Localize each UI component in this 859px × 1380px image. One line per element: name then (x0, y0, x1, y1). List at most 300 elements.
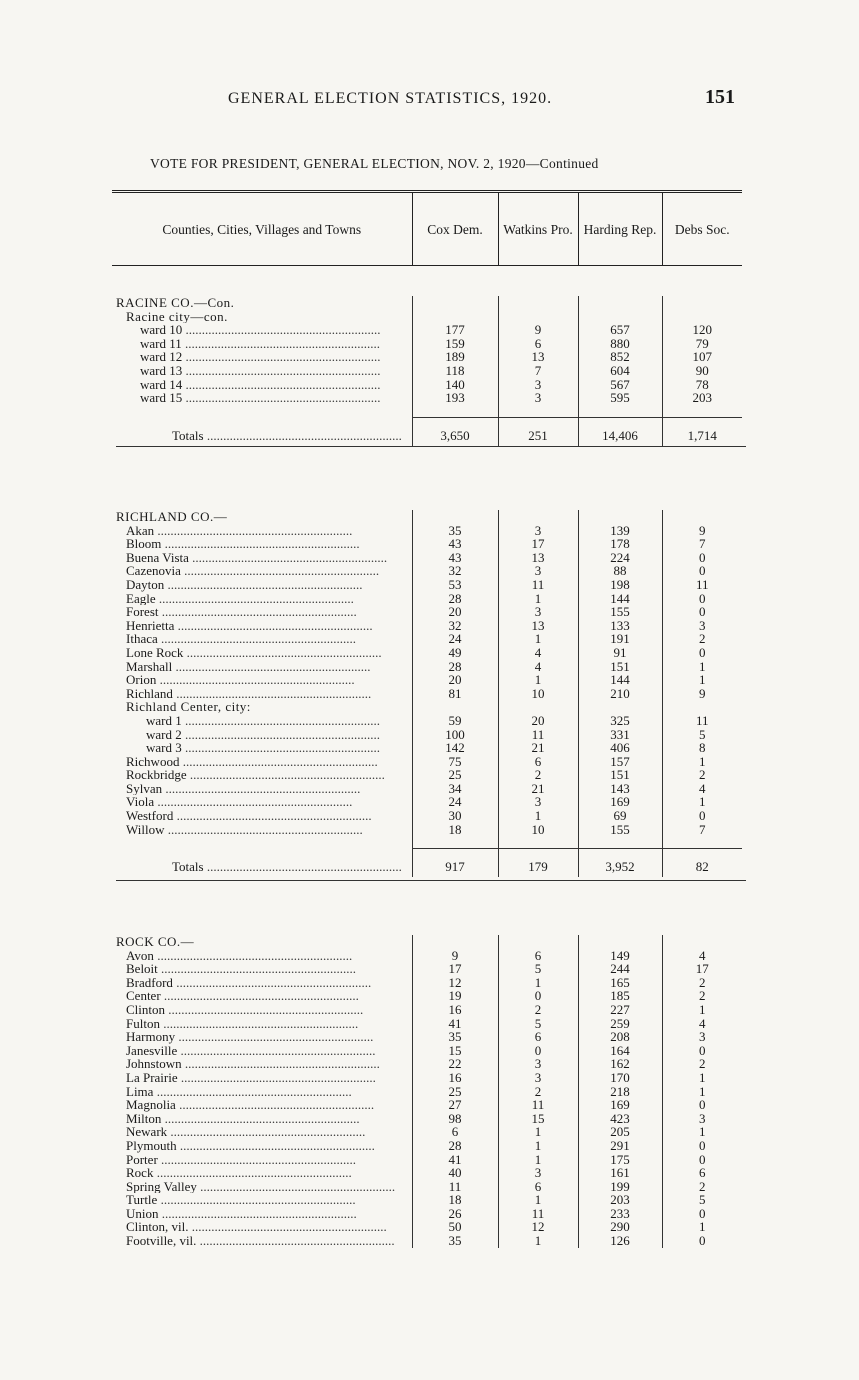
leader-dots: ............................................................ (172, 686, 372, 701)
cox-votes: 35 (412, 1030, 498, 1044)
debs-votes: 0 (662, 809, 742, 823)
empty-cell (578, 935, 662, 949)
debs-votes: 79 (662, 337, 742, 351)
watkins-votes: 13 (498, 551, 578, 565)
table-row (112, 364, 742, 378)
debs-votes: 120 (662, 323, 742, 337)
harding-votes: 208 (578, 1030, 662, 1044)
debs-votes: 4 (662, 782, 742, 796)
table-caption: VOTE FOR PRESIDENT, GENERAL ELECTION, NOV. 2, 1920—Continued (150, 156, 599, 171)
watkins-votes: 21 (498, 782, 578, 796)
leader-dots: ............................................................ (174, 618, 373, 633)
empty-cell (498, 296, 578, 310)
place-name (112, 1071, 412, 1085)
leader-dots: ............................................................ (157, 632, 357, 646)
empty-cell (498, 310, 578, 324)
harding-votes: 199 (578, 1180, 662, 1194)
leader-dots: ............................................................ (159, 1016, 359, 1031)
harding-votes: 143 (578, 782, 662, 796)
cox-votes: 53 (412, 578, 498, 592)
place-name (112, 962, 412, 976)
place-name-text: Rockbridge (126, 768, 187, 782)
leader-dots: ............................................................ (161, 537, 360, 551)
empty-cell (662, 310, 742, 324)
harding-votes: 244 (578, 962, 662, 976)
harding-votes: 139 (578, 524, 662, 538)
leader-dots: ............................................................ (177, 1043, 376, 1058)
column-header-watkins: Watkins Pro. (498, 192, 578, 266)
harding-votes: 205 (578, 1125, 662, 1139)
place-name-text: Richwood (126, 754, 180, 769)
debs-votes: 1 (662, 1085, 742, 1099)
section-divider (116, 446, 746, 447)
place-name (112, 989, 412, 1003)
leader-dots: ............................................................ (181, 1057, 380, 1071)
cox-votes: 18 (412, 1193, 498, 1207)
place-name (112, 592, 412, 606)
watkins-votes: 3 (498, 378, 578, 392)
debs-votes: 0 (662, 1234, 742, 1248)
harding-votes: 331 (578, 728, 662, 742)
watkins-votes: 3 (498, 795, 578, 809)
watkins-votes: 0 (498, 989, 578, 1003)
leader-dots: ............................................................ (154, 795, 353, 810)
cox-votes: 50 (412, 1220, 498, 1234)
harding-votes: 144 (578, 673, 662, 687)
debs-votes: 9 (662, 687, 742, 701)
column-header-table (112, 190, 742, 266)
harding-votes: 149 (578, 949, 662, 963)
watkins-votes: 1 (498, 1153, 578, 1167)
watkins-votes: 3 (498, 524, 578, 538)
place-name-text: Magnolia (126, 1098, 176, 1112)
table-row (112, 1057, 742, 1071)
leader-dots: ............................................................ (153, 1166, 352, 1180)
table-row (112, 976, 742, 990)
leader-dots: ............................................................ (160, 989, 359, 1003)
table-row (112, 605, 742, 619)
place-name-text: Ithaca (126, 632, 158, 646)
cox-votes: 28 (412, 660, 498, 674)
column-header-place: Counties, Cities, Villages and Towns (162, 221, 362, 237)
watkins-votes: 1 (498, 632, 578, 646)
debs-votes: 5 (662, 1193, 742, 1207)
spacer-cell (412, 836, 498, 849)
harding-votes: 169 (578, 1098, 662, 1112)
place-name-text: ward 1 (146, 713, 182, 728)
table-row (112, 768, 742, 782)
table-row (112, 1207, 742, 1221)
place-name-text: ward 12 (140, 350, 183, 364)
table-row (112, 1030, 742, 1044)
place-name-text: ward 13 (140, 363, 183, 378)
richland-county-table (112, 510, 742, 877)
place-name-text: Henrietta (126, 618, 175, 633)
watkins-votes: 1 (498, 809, 578, 823)
table-row (112, 1098, 742, 1112)
place-name-text: Plymouth (126, 1138, 177, 1153)
rock-county-table (112, 935, 742, 1248)
harding-votes: 155 (578, 605, 662, 619)
cox-votes: 43 (412, 551, 498, 565)
watkins-votes: 20 (498, 714, 578, 728)
place-name-text: Lima (126, 1084, 154, 1099)
cox-votes: 59 (412, 714, 498, 728)
table-row (112, 646, 742, 660)
spacer-row (112, 836, 742, 849)
place-name-text: Johnstown (126, 1057, 182, 1071)
table-row (112, 350, 742, 364)
empty-cell (578, 510, 662, 524)
place-name-text: ward 15 (140, 391, 183, 405)
cox-votes: 81 (412, 687, 498, 701)
place-name (112, 1098, 412, 1112)
place-name-text: Harmony (126, 1030, 176, 1044)
empty-cell (412, 296, 498, 310)
harding-votes: 210 (578, 687, 662, 701)
debs-votes: 3 (662, 619, 742, 633)
place-name-text: ward 2 (146, 727, 182, 742)
totals-row (112, 849, 742, 878)
watkins-votes: 2 (498, 768, 578, 782)
harding-votes: 178 (578, 537, 662, 551)
place-name-text: Spring Valley (126, 1179, 197, 1194)
leader-dots: ............................................................ (175, 1098, 375, 1112)
place-name (112, 1085, 412, 1099)
watkins-votes: 6 (498, 1180, 578, 1194)
place-name-text: Dayton (126, 577, 165, 592)
harding-votes: 69 (578, 809, 662, 823)
harding-votes: 595 (578, 391, 662, 405)
place-name-text: Eagle (126, 591, 156, 606)
cox-votes: 28 (412, 592, 498, 606)
debs-votes: 2 (662, 989, 742, 1003)
empty-cell (498, 510, 578, 524)
cox-votes: 34 (412, 782, 498, 796)
debs-votes: 2 (662, 1180, 742, 1194)
table-row (112, 1071, 742, 1085)
debs-votes: 17 (662, 962, 742, 976)
debs-votes: 1 (662, 660, 742, 674)
watkins-votes: 13 (498, 619, 578, 633)
debs-votes: 5 (662, 728, 742, 742)
table-row (112, 378, 742, 392)
county-heading-richland (112, 510, 742, 524)
leader-dots: ............................................................ (158, 605, 357, 619)
leader-dots: ............................................................ (203, 427, 402, 443)
watkins-votes: 2 (498, 1003, 578, 1017)
harding-votes: 325 (578, 714, 662, 728)
place-name (112, 687, 412, 701)
racine-county-table (112, 296, 742, 446)
leader-dots: ............................................................ (155, 591, 354, 606)
place-name-text: Buena Vista (126, 550, 189, 565)
place-name-text: Janesville (126, 1043, 178, 1058)
place-name (112, 1017, 412, 1031)
leader-dots: ............................................................ (161, 1111, 360, 1126)
spacer-cell (498, 836, 578, 849)
empty-cell (578, 700, 662, 714)
total-watkins: 251 (498, 417, 578, 446)
leader-dots: ............................................................ (181, 336, 381, 351)
harding-votes: 151 (578, 768, 662, 782)
debs-votes: 203 (662, 391, 742, 405)
harding-votes: 657 (578, 323, 662, 337)
watkins-votes: 2 (498, 1085, 578, 1099)
place-name-text: Orion (126, 673, 157, 687)
debs-votes: 7 (662, 537, 742, 551)
table-row (112, 391, 742, 405)
leader-dots: ............................................................ (157, 962, 357, 976)
cox-votes: 20 (412, 673, 498, 687)
empty-cell (578, 310, 662, 324)
watkins-votes: 17 (498, 537, 578, 551)
harding-votes: 567 (578, 378, 662, 392)
table-row (112, 989, 742, 1003)
place-name-text: Rock (126, 1166, 154, 1180)
table-row (112, 323, 742, 337)
place-name-text: ward 10 (140, 323, 183, 337)
city-heading-richland-center-label: Richland Center, city: (126, 700, 251, 714)
harding-votes: 144 (578, 592, 662, 606)
harding-votes: 162 (578, 1057, 662, 1071)
place-name (112, 823, 412, 837)
harding-votes: 169 (578, 795, 662, 809)
table-row (112, 1193, 742, 1207)
place-name (112, 605, 412, 619)
place-name (112, 364, 412, 378)
cox-votes: 41 (412, 1153, 498, 1167)
watkins-votes: 6 (498, 755, 578, 769)
place-name (112, 714, 412, 728)
debs-votes: 7 (662, 823, 742, 837)
watkins-votes: 3 (498, 1166, 578, 1180)
table-row (112, 524, 742, 538)
harding-votes: 852 (578, 350, 662, 364)
table-row (112, 592, 742, 606)
place-name (112, 976, 412, 990)
spacer-cell (662, 836, 742, 849)
place-name (112, 1003, 412, 1017)
table-row (112, 1234, 742, 1248)
debs-votes: 8 (662, 741, 742, 755)
leader-dots: ............................................................ (181, 713, 380, 728)
place-name-text: Porter (126, 1152, 158, 1167)
debs-votes: 90 (662, 364, 742, 378)
debs-votes: 9 (662, 524, 742, 538)
table-row (112, 1153, 742, 1167)
place-name (112, 1057, 412, 1071)
debs-votes: 107 (662, 350, 742, 364)
place-name (112, 1193, 412, 1207)
watkins-votes: 1 (498, 1193, 578, 1207)
place-name-text: Cazenovia (126, 564, 181, 578)
cox-votes: 118 (412, 364, 498, 378)
leader-dots: ............................................................ (176, 1138, 375, 1153)
table-row (112, 1166, 742, 1180)
harding-votes: 203 (578, 1193, 662, 1207)
debs-votes: 3 (662, 1112, 742, 1126)
debs-votes: 6 (662, 1166, 742, 1180)
leader-dots: ............................................................ (182, 350, 381, 364)
place-name (112, 1180, 412, 1194)
total-harding: 14,406 (578, 417, 662, 446)
place-name-text: Footville, vil. (126, 1234, 197, 1248)
table-row (112, 1112, 742, 1126)
debs-votes: 0 (662, 564, 742, 578)
debs-votes: 0 (662, 1207, 742, 1221)
leader-dots: ............................................................ (172, 975, 372, 990)
leader-dots: ............................................................ (164, 577, 363, 592)
leader-dots: ............................................................ (162, 781, 361, 796)
debs-votes: 2 (662, 768, 742, 782)
county-heading-racine-label: RACINE CO.—Con. (116, 296, 235, 310)
table-row (112, 949, 742, 963)
cox-votes: 142 (412, 741, 498, 755)
harding-votes: 161 (578, 1166, 662, 1180)
debs-votes: 3 (662, 1030, 742, 1044)
cox-votes: 177 (412, 323, 498, 337)
watkins-votes: 6 (498, 949, 578, 963)
place-name-text: Viola (126, 795, 155, 810)
cox-votes: 20 (412, 605, 498, 619)
total-cox: 3,650 (412, 417, 498, 446)
empty-cell (662, 700, 742, 714)
place-name (112, 1112, 412, 1126)
table-row (112, 809, 742, 823)
leader-dots: ............................................................ (186, 768, 385, 782)
empty-cell (412, 700, 498, 714)
leader-dots: ............................................................ (188, 1220, 387, 1235)
watkins-votes: 4 (498, 646, 578, 660)
place-name (112, 949, 412, 963)
place-name-text: Lone Rock (126, 645, 184, 660)
cox-votes: 32 (412, 619, 498, 633)
cox-votes: 100 (412, 728, 498, 742)
column-header-cox: Cox Dem. (412, 192, 498, 266)
column-header-debs: Debs Soc. (662, 192, 742, 266)
watkins-votes: 10 (498, 823, 578, 837)
place-name-text: Westford (126, 809, 174, 823)
debs-votes: 1 (662, 1220, 742, 1234)
harding-votes: 423 (578, 1112, 662, 1126)
leader-dots: ............................................................ (181, 727, 380, 742)
place-name (112, 378, 412, 392)
empty-cell (578, 296, 662, 310)
debs-votes: 1 (662, 1071, 742, 1085)
leader-dots: ............................................................ (157, 1193, 356, 1207)
watkins-votes: 15 (498, 1112, 578, 1126)
cox-votes: 41 (412, 1017, 498, 1031)
watkins-votes: 7 (498, 364, 578, 378)
place-name (112, 673, 412, 687)
county-heading-richland-label: RICHLAND CO.— (116, 510, 228, 524)
empty-cell (662, 935, 742, 949)
spacer-cell (112, 405, 412, 418)
leader-dots: ............................................................ (164, 822, 363, 837)
place-name-text: Willow (126, 822, 165, 837)
debs-votes: 1 (662, 1125, 742, 1139)
table-row (112, 551, 742, 565)
leader-dots: ............................................................ (156, 673, 355, 687)
spacer-cell (578, 405, 662, 418)
table-row (112, 1180, 742, 1194)
harding-votes: 191 (578, 632, 662, 646)
place-name (112, 1220, 412, 1234)
cox-votes: 40 (412, 1166, 498, 1180)
total-debs: 82 (662, 849, 742, 878)
place-name (112, 1030, 412, 1044)
table-row (112, 578, 742, 592)
place-name-text: Turtle (126, 1193, 158, 1207)
county-heading-rock-label: ROCK CO.— (116, 935, 195, 949)
cox-votes: 19 (412, 989, 498, 1003)
place-name-text: Akan (126, 523, 155, 538)
county-heading-racine (112, 296, 742, 310)
place-name (112, 391, 412, 405)
leader-dots: ............................................................ (180, 564, 380, 578)
cox-votes: 35 (412, 524, 498, 538)
place-name (112, 537, 412, 551)
cox-votes: 159 (412, 337, 498, 351)
place-name-text: Fulton (126, 1016, 160, 1031)
place-name-text: Bradford (126, 975, 173, 990)
cox-votes: 12 (412, 976, 498, 990)
city-heading-racine (112, 310, 742, 324)
place-name (112, 755, 412, 769)
debs-votes: 0 (662, 1153, 742, 1167)
table-row (112, 782, 742, 796)
place-name (112, 1234, 412, 1248)
page-number: 151 (705, 86, 735, 108)
watkins-votes: 11 (498, 578, 578, 592)
leader-dots: ............................................................ (182, 323, 381, 337)
leader-dots: ............................................................ (154, 523, 353, 538)
place-name-text: La Prairie (126, 1070, 178, 1085)
watkins-votes: 4 (498, 660, 578, 674)
total-watkins: 179 (498, 849, 578, 878)
cox-votes: 30 (412, 809, 498, 823)
leader-dots: ............................................................ (173, 809, 372, 823)
table-row (112, 337, 742, 351)
harding-votes: 218 (578, 1085, 662, 1099)
table-row (112, 687, 742, 701)
place-name-text: Union (126, 1206, 159, 1221)
harding-votes: 155 (578, 823, 662, 837)
leader-dots: ............................................................ (203, 859, 402, 875)
debs-votes: 1 (662, 755, 742, 769)
cox-votes: 193 (412, 391, 498, 405)
table-row (112, 714, 742, 728)
place-name (112, 646, 412, 660)
cox-votes: 16 (412, 1003, 498, 1017)
cox-votes: 18 (412, 823, 498, 837)
empty-cell (412, 510, 498, 524)
place-name-text: Beloit (126, 962, 158, 976)
watkins-votes: 3 (498, 605, 578, 619)
debs-votes: 2 (662, 1057, 742, 1071)
place-name-text: Clinton, vil. (126, 1220, 189, 1235)
harding-votes: 224 (578, 551, 662, 565)
total-debs: 1,714 (662, 417, 742, 446)
table-row (112, 755, 742, 769)
totals-row (112, 417, 742, 446)
cox-votes: 22 (412, 1057, 498, 1071)
watkins-votes: 3 (498, 391, 578, 405)
spacer-cell (412, 405, 498, 418)
table-row (112, 1125, 742, 1139)
debs-votes: 0 (662, 1098, 742, 1112)
